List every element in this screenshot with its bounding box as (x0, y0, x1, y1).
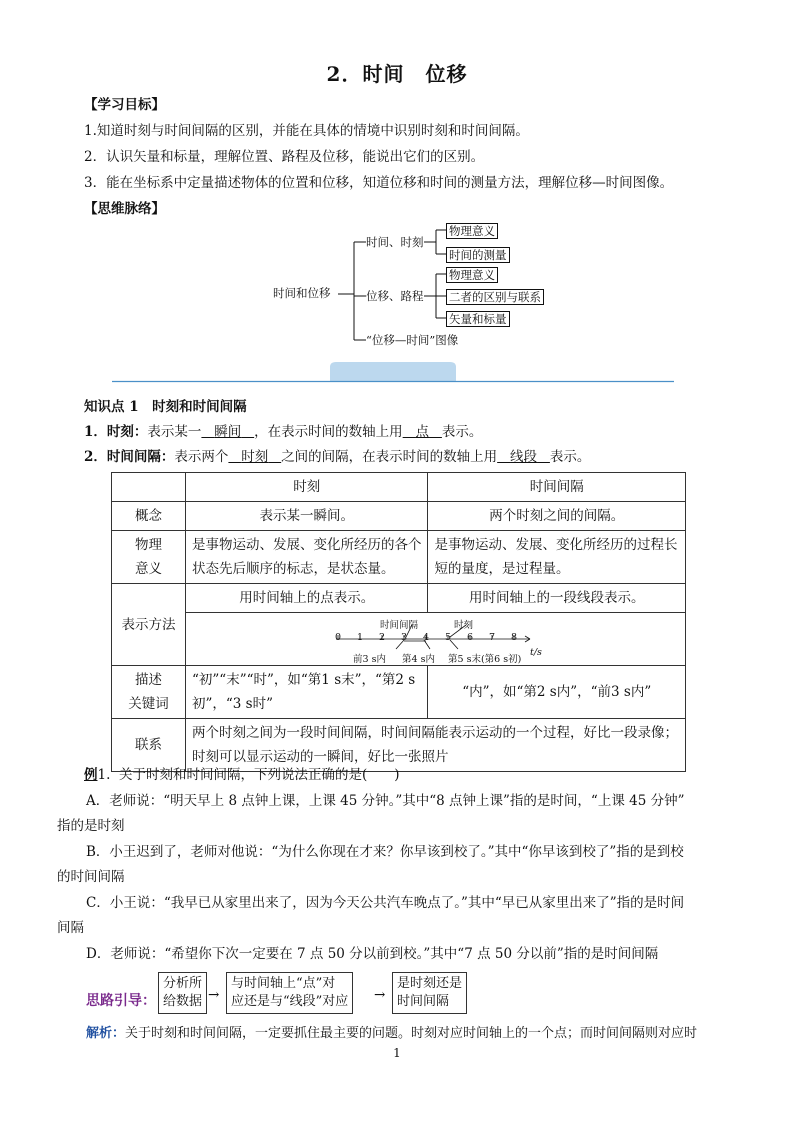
mind-map-root: 时间和位移 (273, 286, 331, 300)
table-cell: 两个时刻之间的间隔。 (428, 502, 686, 531)
mind-map-leaf: 矢量和标量 (446, 311, 510, 327)
term-label: 1．时刻： (84, 424, 148, 440)
row-label: 表示方法 (112, 584, 186, 666)
table-row (112, 613, 686, 666)
example-number: 1. (97, 767, 111, 783)
option-c: C．小王说：“我早已从家里出来了，因为今天公共汽车晚点了。”其中“早已从家里出来了”指的是时间 (86, 895, 685, 911)
timeline-tick-label: 5 (445, 632, 452, 643)
row-label: 概念 (112, 502, 186, 531)
table-row (112, 584, 686, 613)
timeline-cell (186, 613, 686, 666)
comparison-table (111, 472, 686, 772)
table-cell: “内”，如“第2 s内”，“前3 s内” (428, 666, 686, 719)
table-row (112, 531, 686, 584)
analysis-text: 关于时刻和时间间隔，一定要抓住最主要的问题。时刻对应时间轴上的一个点；而时间间隔则对应时 (125, 1026, 698, 1041)
table-cell: 用时间轴上的一段线段表示。 (428, 584, 686, 613)
analysis-label: 解析： (86, 1026, 126, 1041)
hint-text: 分析所 (163, 976, 203, 991)
table-cell: 表示某一瞬间。 (186, 502, 428, 531)
mindmap-heading: 【思维脉络】 (84, 201, 165, 217)
knowledge-heading: 知识点 1 时刻和时间间隔 (84, 399, 247, 415)
row-label (112, 666, 186, 719)
table-row (112, 666, 686, 719)
mind-map-branch: “位移—时间”图像 (366, 333, 459, 347)
option-c-cont: 间隔 (57, 920, 84, 936)
table-cell (112, 473, 186, 502)
arrow-icon: → (208, 987, 220, 1003)
fill-blank (403, 424, 442, 440)
mind-map-leaf: 时间的测量 (446, 247, 510, 263)
mind-map-leaf: 二者的区别与联系 (446, 289, 544, 305)
option-a-cont: 指的是时刻 (57, 818, 125, 834)
timeline-below-label: 第4 s内 (402, 654, 435, 665)
hint-step-box (392, 972, 467, 1014)
hint-label: 思路引导： (86, 993, 156, 1009)
table-cell: 两个时刻之间为一段时间间隔，时间间隔能表示运动的一个过程，好比一段录像；时刻可以显示运动的一瞬间，好比一张照片 (186, 719, 686, 772)
hint-text: 应还是与“线段”对应 (231, 994, 349, 1009)
mind-map (270, 222, 570, 352)
timeline-tick-label: 8 (511, 632, 518, 643)
hint-text: 时间间隔 (397, 994, 450, 1009)
definition-text: 表示两个 (174, 449, 229, 465)
page-number: 1 (393, 1046, 401, 1060)
blank-answer: 瞬间 (214, 424, 242, 440)
row-label-line: 描述 (135, 672, 162, 688)
example-label: 例 (84, 767, 98, 783)
option-b: B．小王迟到了，老师对他说：“为什么你现在才来？你早该到校了。”其中“你早该到校了”指的是到校 (86, 844, 684, 860)
table-cell: 是事物运动、发展、变化所经历的过程长短的量度，是过程量。 (428, 531, 686, 584)
row-label-line: 关键词 (128, 696, 169, 712)
table-header: 时刻 (186, 473, 428, 502)
hint-text: 给数据 (163, 994, 203, 1009)
term-label: 2．时间间隔： (84, 449, 175, 465)
hint-step-box (226, 972, 353, 1014)
definition-moment (84, 423, 482, 441)
timeline-axis-label: t/s (530, 647, 542, 658)
table-row (112, 502, 686, 531)
hint-step-box (158, 972, 207, 1014)
table-cell: 是事物运动、发展、变化所经历的各个状态先后顺序的标志，是状态量。 (186, 531, 428, 584)
section-banner (112, 361, 674, 383)
mind-map-branch: 时间、时刻 (366, 235, 424, 249)
blank-answer: 时刻 (241, 449, 269, 465)
definition-text: 表示。 (549, 449, 591, 465)
page-title: 2．时间 位移 (326, 62, 468, 86)
table-cell: “初”“末”“时”，如“第1 s末”，“第2 s初”，“3 s时” (186, 666, 428, 719)
question-text: 关于时刻和时间间隔，下列说法正确的是( ) (118, 767, 400, 783)
timeline-arrowhead (525, 636, 530, 639)
analysis (86, 1025, 697, 1043)
timeline-tick-label: 6 (467, 632, 474, 643)
timeline-below-label: 前3 s内 (353, 654, 386, 665)
arrow-icon: → (374, 987, 386, 1003)
hint-text: 与时间轴上“点”对 (231, 976, 336, 991)
mind-map-leaf: 物理意义 (446, 267, 498, 283)
timeline-axis (186, 613, 685, 665)
fill-blank (201, 424, 254, 440)
goal-item: 2．认识矢量和标量，理解位置、路程及位移，能说出它们的区别。 (84, 149, 485, 165)
mind-map-leaf: 物理意义 (446, 223, 498, 239)
timeline-below-label: 第5 s末(第6 s初) (448, 654, 522, 665)
definition-text: ，在表示时间的数轴上用 (254, 424, 403, 440)
timeline-tick-label: 2 (379, 632, 386, 643)
timeline-diagram (186, 613, 685, 665)
option-a: A．老师说：“明天早上 8 点钟上课，上课 45 分钟。”其中“8 点钟上课”指的是时间，“上课 45 分钟” (86, 793, 685, 809)
definition-text: 之间的间隔，在表示时间的数轴上用 (281, 449, 498, 465)
table-row (112, 719, 686, 772)
timeline-interval-label: 时间间隔 (380, 620, 419, 631)
table-header: 时间间隔 (428, 473, 686, 502)
example-question (84, 766, 400, 784)
timeline-tick-label: 4 (423, 632, 430, 643)
goal-item: 3．能在坐标系中定量描述物体的位置和位移，知道位移和时间的测量方法，理解位移—时间图像。 (84, 175, 674, 191)
row-label-line: 物理 (135, 537, 162, 553)
timeline-tick-label: 1 (357, 632, 364, 643)
option-b-cont: 的时间间隔 (57, 869, 125, 885)
definition-text: 表示某一 (147, 424, 202, 440)
blank-answer: 点 (415, 424, 430, 440)
blank-answer: 线段 (510, 449, 538, 465)
row-label-line: 意义 (135, 561, 162, 577)
option-d: D．老师说：“希望你下次一定要在 7 点 50 分以前到校。”其中“7 点 50 分以前”指的是时间间隔 (86, 946, 659, 962)
goal-item: 1.知道时刻与时间间隔的区别，并能在具体的情境中识别时刻和时间间隔。 (84, 123, 529, 139)
definition-text: 表示。 (441, 424, 483, 440)
fill-blank (228, 449, 281, 465)
definition-interval (84, 448, 590, 466)
hint-text: 是时刻还是 (397, 976, 463, 991)
mind-map-branch: 位移、路程 (366, 289, 424, 303)
timeline-moment-label: 时刻 (454, 620, 474, 631)
fill-blank (497, 449, 550, 465)
row-label (112, 531, 186, 584)
goals-heading: 【学习目标】 (84, 97, 165, 113)
timeline-tick-label: 3 (401, 632, 408, 643)
timeline-tick-label: 0 (335, 632, 342, 643)
table-cell: 用时间轴上的点表示。 (186, 584, 428, 613)
row-label: 联系 (112, 719, 186, 772)
timeline-tick-label: 7 (489, 632, 496, 643)
table-row (112, 473, 686, 502)
